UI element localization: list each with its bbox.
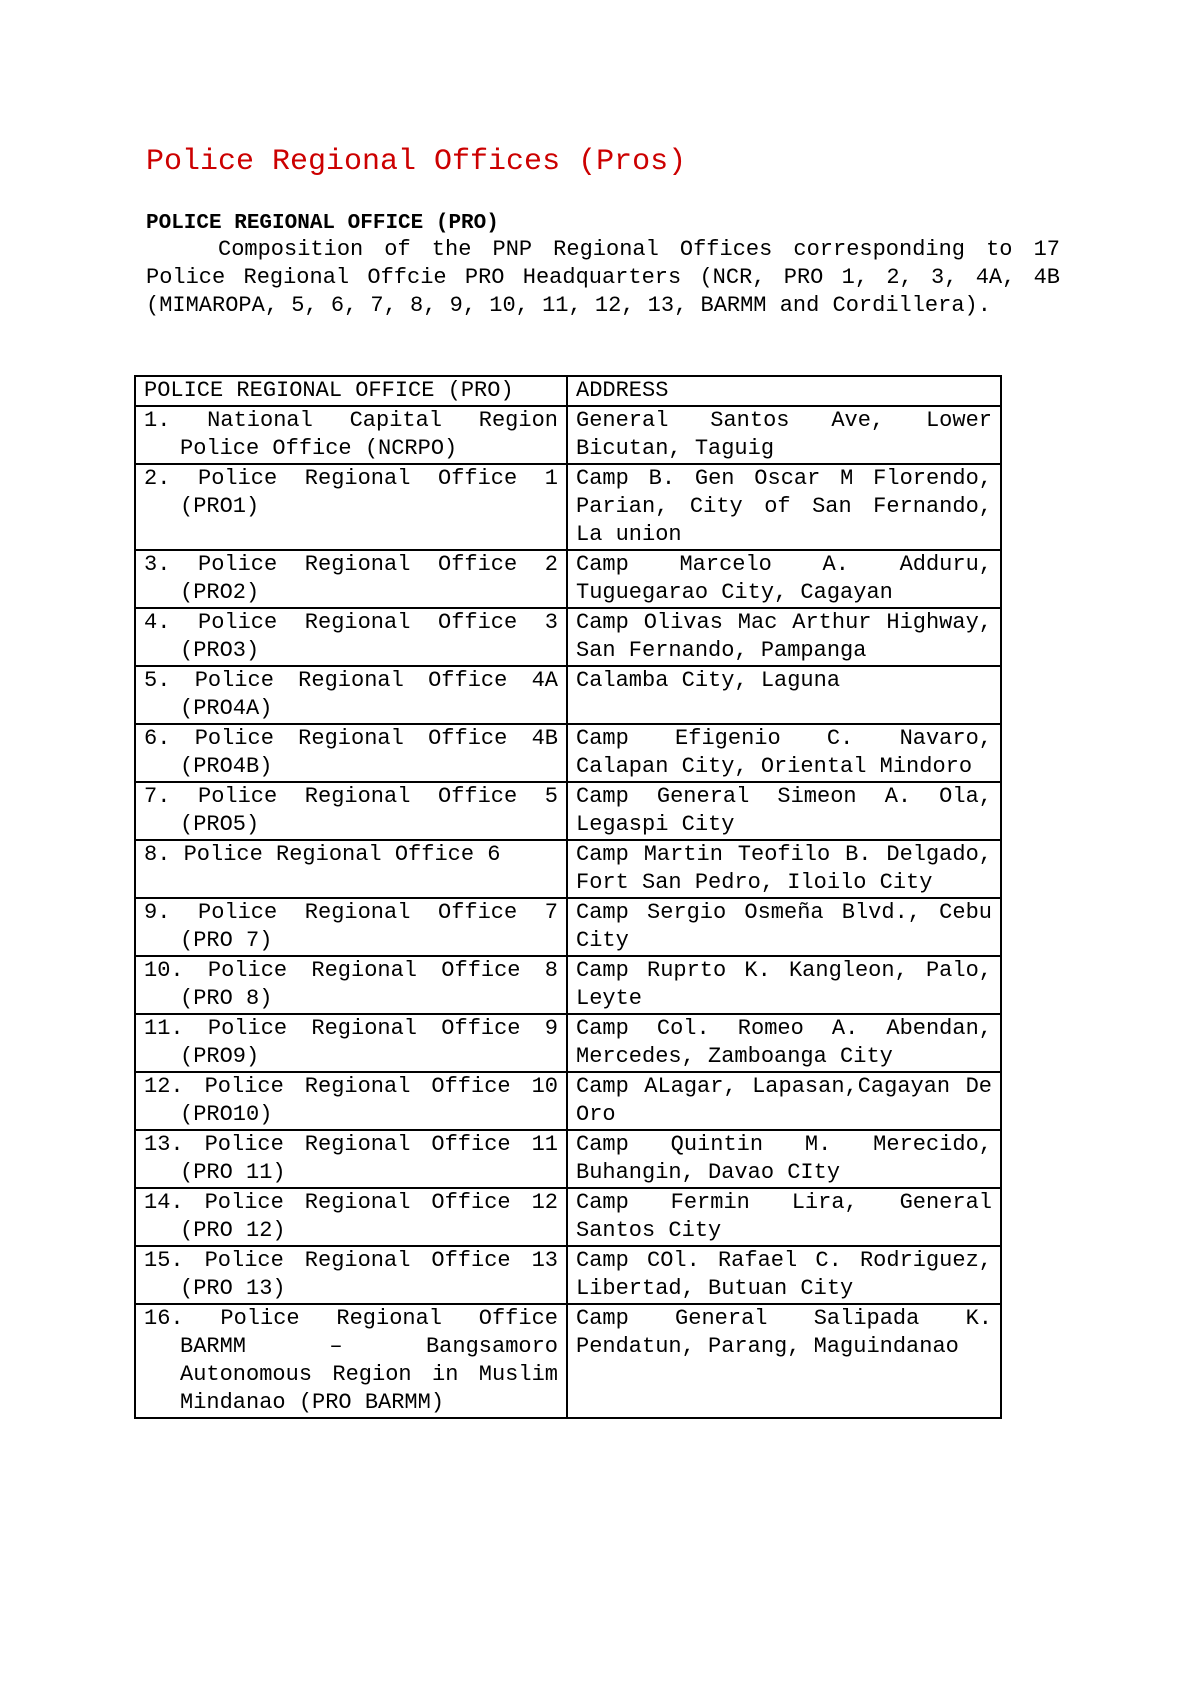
address-cell: Camp Marcelo A. Adduru, Tuguegarao City, Cagayan	[567, 550, 1001, 608]
office-cell: 15. Police Regional Office 13 (PRO 13)	[135, 1246, 567, 1304]
office-cell: 1. National Capital Region Police Office (NCRPO)	[135, 406, 567, 464]
office-cell: 10. Police Regional Office 8 (PRO 8)	[135, 956, 567, 1014]
table-row	[135, 1072, 1001, 1130]
document-title: Police Regional Offices (Pros)	[146, 145, 687, 179]
office-cell: 3. Police Regional Office 2 (PRO2)	[135, 550, 567, 608]
address-cell: Camp Col. Romeo A. Abendan, Mercedes, Zamboanga City	[567, 1014, 1001, 1072]
table-row	[135, 666, 1001, 724]
address-cell: Camp COl. Rafael C. Rodriguez, Libertad, Butuan City	[567, 1246, 1001, 1304]
table-row	[135, 1014, 1001, 1072]
table-row	[135, 956, 1001, 1014]
office-cell: 12. Police Regional Office 10 (PRO10)	[135, 1072, 567, 1130]
address-cell: Camp Fermin Lira, General Santos City	[567, 1188, 1001, 1246]
address-cell: Camp Sergio Osmeña Blvd., Cebu City	[567, 898, 1001, 956]
table-row	[135, 406, 1001, 464]
address-cell: Camp ALagar, Lapasan,Cagayan De Oro	[567, 1072, 1001, 1130]
office-cell: 4. Police Regional Office 3 (PRO3)	[135, 608, 567, 666]
table-header-row	[135, 376, 1001, 406]
address-cell: Camp Olivas Mac Arthur Highway, San Fernando, Pampanga	[567, 608, 1001, 666]
address-cell: General Santos Ave, Lower Bicutan, Taguig	[567, 406, 1001, 464]
office-cell: 16. Police Regional Office BARMM – Bangsamoro Autonomous Region in Muslim Mindanao (PRO BARMM)	[135, 1304, 567, 1418]
regional-offices-table	[134, 375, 1002, 1419]
office-cell: 14. Police Regional Office 12 (PRO 12)	[135, 1188, 567, 1246]
section-heading: POLICE REGIONAL OFFICE (PRO)	[146, 212, 499, 235]
intro-paragraph: Composition of the PNP Regional Offices corresponding to 17 Police Regional Offcie PRO Headquarters (NCR, PRO 1, 2, 3, 4A, 4B (MIMAROPA, 5, 6, 7, 8, 9, 10, 11, 12, 13, BARMM and Cordillera).	[146, 237, 1060, 318]
table-row	[135, 1246, 1001, 1304]
column-header-office: POLICE REGIONAL OFFICE (PRO)	[135, 376, 567, 406]
table-row	[135, 608, 1001, 666]
address-cell: Camp Quintin M. Merecido, Buhangin, Davao CIty	[567, 1130, 1001, 1188]
column-header-address: ADDRESS	[567, 376, 1001, 406]
table-row	[135, 898, 1001, 956]
office-cell: 7. Police Regional Office 5 (PRO5)	[135, 782, 567, 840]
office-cell: 9. Police Regional Office 7 (PRO 7)	[135, 898, 567, 956]
table-row	[135, 464, 1001, 550]
address-cell: Camp Efigenio C. Navaro, Calapan City, Oriental Mindoro	[567, 724, 1001, 782]
office-cell: 13. Police Regional Office 11 (PRO 11)	[135, 1130, 567, 1188]
table-row	[135, 1188, 1001, 1246]
office-cell: 2. Police Regional Office 1 (PRO1)	[135, 464, 567, 550]
office-cell: 11. Police Regional Office 9 (PRO9)	[135, 1014, 567, 1072]
table-row	[135, 840, 1001, 898]
office-cell: 6. Police Regional Office 4B (PRO4B)	[135, 724, 567, 782]
address-cell: Camp B. Gen Oscar M Florendo, Parian, City of San Fernando, La union	[567, 464, 1001, 550]
table-row	[135, 550, 1001, 608]
address-cell: Camp General Simeon A. Ola, Legaspi City	[567, 782, 1001, 840]
table-row	[135, 782, 1001, 840]
table-row	[135, 1304, 1001, 1418]
address-cell: Calamba City, Laguna	[567, 666, 1001, 724]
office-cell: 5. Police Regional Office 4A (PRO4A)	[135, 666, 567, 724]
address-cell: Camp Martin Teofilo B. Delgado, Fort San Pedro, Iloilo City	[567, 840, 1001, 898]
table-row	[135, 724, 1001, 782]
office-cell: 8. Police Regional Office 6	[135, 840, 567, 898]
address-cell: Camp Ruprto K. Kangleon, Palo, Leyte	[567, 956, 1001, 1014]
table-row	[135, 1130, 1001, 1188]
address-cell: Camp General Salipada K. Pendatun, Parang, Maguindanao	[567, 1304, 1001, 1418]
